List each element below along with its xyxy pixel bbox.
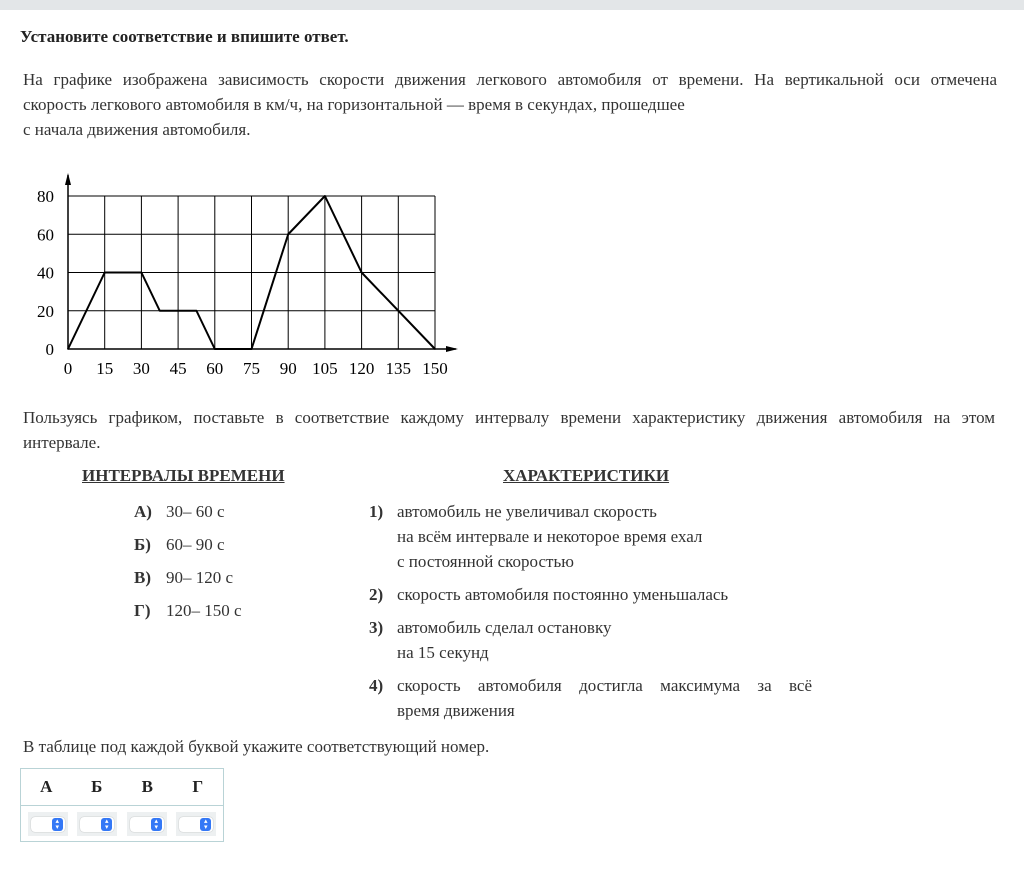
y-axis-arrow-icon <box>65 173 71 185</box>
characteristic-number: 3) <box>369 618 384 637</box>
answer-table <box>20 768 224 842</box>
characteristic-item <box>369 582 812 607</box>
x-tick-label: 90 <box>279 359 297 378</box>
x-tick-label: 135 <box>385 359 412 378</box>
x-axis-arrow-icon <box>446 346 458 352</box>
x-tick-label: 0 <box>63 359 73 378</box>
x-tick-label: 75 <box>243 359 260 378</box>
data-point <box>159 310 161 312</box>
data-point <box>361 272 363 274</box>
answer-column-v: В <box>141 777 153 796</box>
characteristic-item <box>369 673 812 723</box>
data-point <box>251 348 253 350</box>
speed-chart <box>20 165 470 385</box>
interval-value: 30– 60 с <box>166 502 225 521</box>
characteristic-line: время движения <box>397 701 515 720</box>
intervals-heading: ИНТЕРВАЛЫ ВРЕМЕНИ <box>82 466 285 485</box>
x-tick-label: 30 <box>132 359 150 378</box>
data-point <box>104 272 106 274</box>
y-tick-label: 60 <box>37 225 54 245</box>
intro-line-2: скорость легкового автомобиля в км/ч, на горизонтальной — время в секундах, прошедшее <box>23 95 685 114</box>
x-tick-label: 120 <box>348 359 375 378</box>
data-point <box>67 348 69 350</box>
y-tick-label: 40 <box>37 263 54 283</box>
characteristic-item <box>369 499 812 574</box>
characteristic-line: скорость автомобиля постоянно уменьшалась <box>397 585 729 604</box>
intro-line-3: с начала движения автомобиля. <box>23 120 251 139</box>
task-title: Установите соответствие и впишите ответ. <box>20 27 349 46</box>
answer-select-g[interactable] <box>179 817 213 832</box>
data-point <box>214 348 216 350</box>
characteristic-line: с постоянной скоростью <box>397 552 574 571</box>
characteristic-line: автомобиль не увеличивал скорость <box>397 502 657 521</box>
answer-prompt: В таблице под каждой буквой укажите соответствующий номер. <box>23 737 490 756</box>
characteristic-line: скорость автомобиля достигла максимума за всё <box>397 676 812 695</box>
select-arrows-icon: ▴ ▾ <box>151 818 162 831</box>
characteristic-item <box>369 615 812 665</box>
interval-value: 60– 90 с <box>166 535 225 554</box>
intro-paragraph <box>23 67 997 142</box>
top-band <box>0 0 1024 10</box>
characteristic-line: на 15 секунд <box>397 643 489 662</box>
interval-item <box>134 499 225 524</box>
chart-axes <box>65 173 458 352</box>
answer-select-b[interactable] <box>80 817 114 832</box>
characteristics-heading: ХАРАКТЕРИСТИКИ <box>503 466 670 485</box>
x-tick-label: 150 <box>422 359 448 378</box>
x-tick-label: 45 <box>169 359 187 378</box>
answer-column-b: Б <box>91 777 103 796</box>
answer-column-g: Г <box>192 777 204 796</box>
interval-value: 90– 120 с <box>166 568 234 587</box>
data-point <box>196 310 198 312</box>
characteristic-line: автомобиль сделал остановку <box>397 618 612 637</box>
instruction-line-1: Пользуясь графиком, поставьте в соответствие каждому интервалу времени характеристику движения автомобиля на этом <box>23 408 995 427</box>
interval-label: А) <box>134 502 152 521</box>
characteristic-line: на всём интервале и некоторое время ехал <box>397 527 703 546</box>
x-tick-label: 105 <box>312 359 338 378</box>
interval-item <box>134 598 242 623</box>
instruction-paragraph <box>23 405 995 455</box>
interval-label: Б) <box>134 535 151 554</box>
instruction-line-2: интервале. <box>23 433 101 452</box>
data-point <box>324 195 326 197</box>
answer-select-a[interactable] <box>31 817 65 832</box>
select-arrows-icon: ▴ ▾ <box>200 818 211 831</box>
x-tick-label: 15 <box>96 359 114 378</box>
interval-label: Г) <box>134 601 151 620</box>
data-point <box>434 348 436 350</box>
interval-item <box>134 532 225 557</box>
characteristic-number: 4) <box>369 676 384 695</box>
data-point <box>141 272 143 274</box>
characteristic-number: 2) <box>369 585 384 604</box>
select-arrows-icon: ▴ ▾ <box>101 818 112 831</box>
y-tick-label: 80 <box>37 187 54 206</box>
characteristic-number: 1) <box>369 502 384 521</box>
y-tick-label: 0 <box>45 340 54 359</box>
interval-label: В) <box>134 568 151 587</box>
answer-column-a: А <box>40 777 53 796</box>
interval-item <box>134 565 233 590</box>
interval-value: 120– 150 с <box>166 601 242 620</box>
answer-select-v[interactable] <box>130 817 164 832</box>
y-tick-label: 20 <box>37 301 54 321</box>
data-point <box>287 233 289 235</box>
select-arrows-icon: ▴ ▾ <box>52 818 63 831</box>
x-tick-label: 60 <box>206 359 224 378</box>
intro-line-1: На графике изображена зависимость скорости движения легкового автомобиля от времени. На вертикальной оси отмечена <box>23 70 997 89</box>
